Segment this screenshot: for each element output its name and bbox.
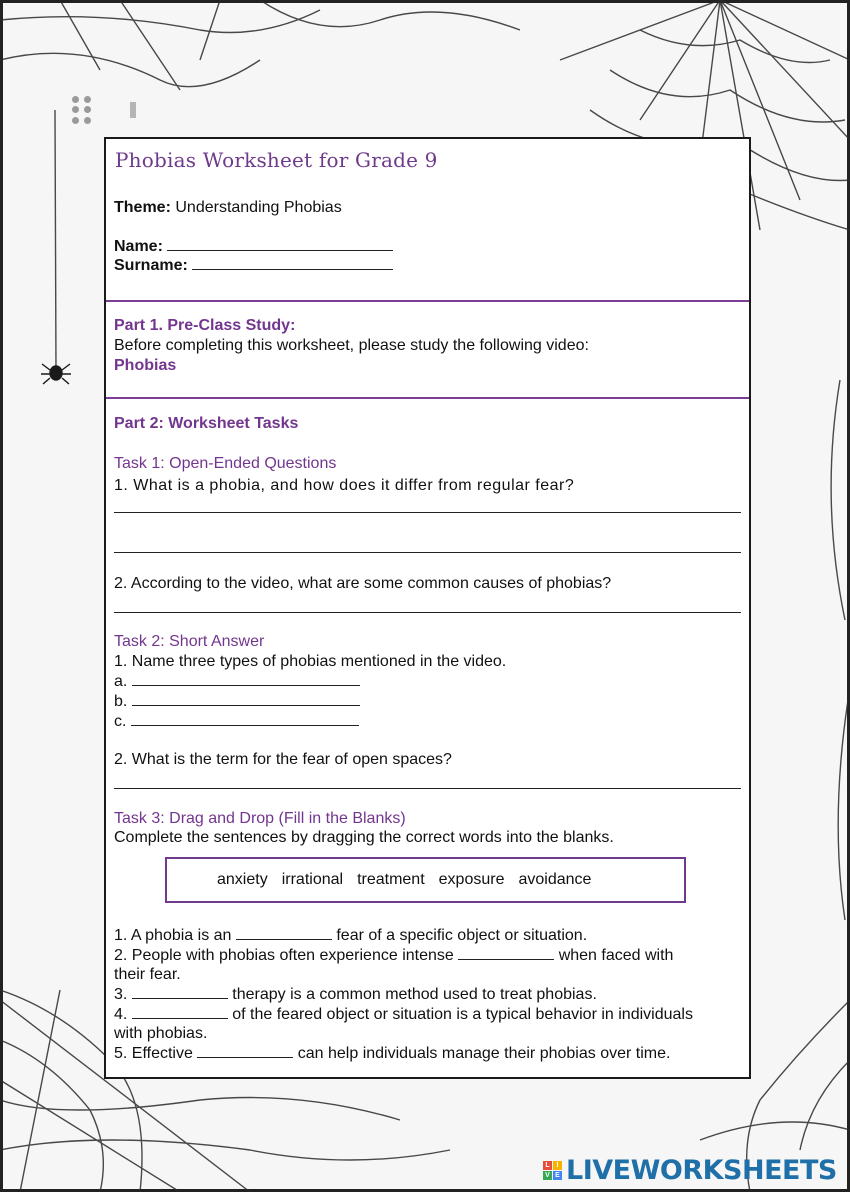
sentence-text: when faced with bbox=[558, 947, 674, 964]
video-link[interactable]: Phobias bbox=[114, 357, 177, 374]
answer-a-line bbox=[114, 673, 360, 691]
answer-a-field[interactable] bbox=[132, 674, 360, 686]
logo-letter: I bbox=[553, 1161, 562, 1170]
blank-drop-zone-2[interactable] bbox=[458, 948, 554, 960]
liveworksheets-logo[interactable] bbox=[543, 1155, 837, 1185]
logo-text: LIVEWORKSHEETS bbox=[566, 1154, 837, 1186]
task1-question-2: 2. According to the video, what are some common causes of phobias? bbox=[114, 575, 612, 592]
word-bank-item[interactable]: exposure bbox=[438, 871, 505, 888]
task2-question-2: 2. What is the term for the fear of open spaces? bbox=[114, 751, 452, 768]
logo-letter: V bbox=[543, 1171, 552, 1180]
word-bank-item[interactable]: treatment bbox=[357, 871, 425, 888]
blank-drop-zone-4[interactable] bbox=[132, 1007, 228, 1019]
blank-drop-zone-5[interactable] bbox=[197, 1046, 293, 1058]
answer-c-field[interactable] bbox=[131, 714, 359, 726]
word-bank-item[interactable]: irrational bbox=[281, 871, 344, 888]
sentence-text: of the feared object or situation is a typical behavior in individuals bbox=[232, 1006, 693, 1023]
blank-drop-zone-3[interactable] bbox=[132, 987, 228, 999]
word-bank-item[interactable]: anxiety bbox=[217, 871, 268, 888]
sentence-text: 3. bbox=[114, 986, 128, 1003]
sentence-text: 2. People with phobias often experience intense bbox=[114, 947, 454, 964]
answer-a-label: a. bbox=[114, 673, 128, 690]
part1-heading: Part 1. Pre-Class Study: bbox=[114, 317, 296, 334]
theme-line bbox=[114, 199, 342, 217]
surname-field[interactable] bbox=[192, 258, 393, 270]
sentence-2 bbox=[114, 947, 673, 965]
sentence-text: fear of a specific object or situation. bbox=[336, 927, 588, 944]
sentence-text: therapy is a common method used to treat phobias. bbox=[232, 986, 597, 1003]
word-bank bbox=[165, 857, 686, 903]
section-divider bbox=[106, 397, 749, 399]
answer-line-2[interactable] bbox=[114, 612, 741, 613]
name-label: Name: bbox=[114, 238, 163, 255]
logo-mark-icon bbox=[543, 1161, 562, 1180]
spider-icon bbox=[41, 364, 71, 384]
answer-c-label: c. bbox=[114, 713, 127, 730]
sentence-text: 1. A phobia is an bbox=[114, 927, 232, 944]
sentence-text: 5. Effective bbox=[114, 1045, 193, 1062]
task1-question-1: 1. What is a phobia, and how does it differ from regular fear? bbox=[114, 477, 575, 494]
answer-c-line bbox=[114, 713, 359, 731]
task3-heading: Task 3: Drag and Drop (Fill in the Blanks) bbox=[114, 810, 406, 827]
sentence-1 bbox=[114, 927, 587, 945]
sentence-text: can help individuals manage their phobias over time. bbox=[297, 1045, 671, 1062]
part1-instruction: Before completing this worksheet, please study the following video: bbox=[114, 337, 589, 354]
answer-b-line bbox=[114, 693, 360, 711]
task2-question-1: 1. Name three types of phobias mentioned in the video. bbox=[114, 653, 507, 670]
answer-line-1a[interactable] bbox=[114, 512, 741, 513]
task3-instruction: Complete the sentences by dragging the correct words into the blanks. bbox=[114, 829, 614, 846]
answer-b-label: b. bbox=[114, 693, 128, 710]
sentence-text: 4. bbox=[114, 1006, 128, 1023]
sentence-2-cont: their fear. bbox=[114, 966, 181, 983]
answer-line-open-spaces[interactable] bbox=[114, 788, 741, 789]
surname-label: Surname: bbox=[114, 257, 188, 274]
drag-handle-icon[interactable] bbox=[72, 96, 92, 124]
part2-heading: Part 2: Worksheet Tasks bbox=[114, 415, 299, 432]
name-field[interactable] bbox=[167, 239, 393, 251]
name-line bbox=[114, 238, 393, 256]
answer-line-1b[interactable] bbox=[114, 552, 741, 553]
theme-value: Understanding Phobias bbox=[175, 199, 342, 216]
worksheet-card bbox=[104, 137, 751, 1079]
section-divider bbox=[106, 300, 749, 302]
answer-b-field[interactable] bbox=[132, 694, 360, 706]
word-bank-item[interactable]: avoidance bbox=[518, 871, 592, 888]
text-cursor-mark bbox=[130, 102, 136, 118]
logo-letter: E bbox=[553, 1171, 562, 1180]
sentence-4 bbox=[114, 1006, 693, 1024]
blank-drop-zone-1[interactable] bbox=[236, 928, 332, 940]
theme-label: Theme: bbox=[114, 199, 171, 216]
page-title: Phobias Worksheet for Grade 9 bbox=[115, 148, 438, 172]
task1-heading: Task 1: Open-Ended Questions bbox=[114, 455, 337, 472]
sentence-4-cont: with phobias. bbox=[114, 1025, 208, 1042]
logo-letter: L bbox=[543, 1161, 552, 1170]
task2-heading: Task 2: Short Answer bbox=[114, 633, 265, 650]
surname-line bbox=[114, 257, 393, 275]
sentence-3 bbox=[114, 986, 597, 1004]
sentence-5 bbox=[114, 1045, 670, 1063]
